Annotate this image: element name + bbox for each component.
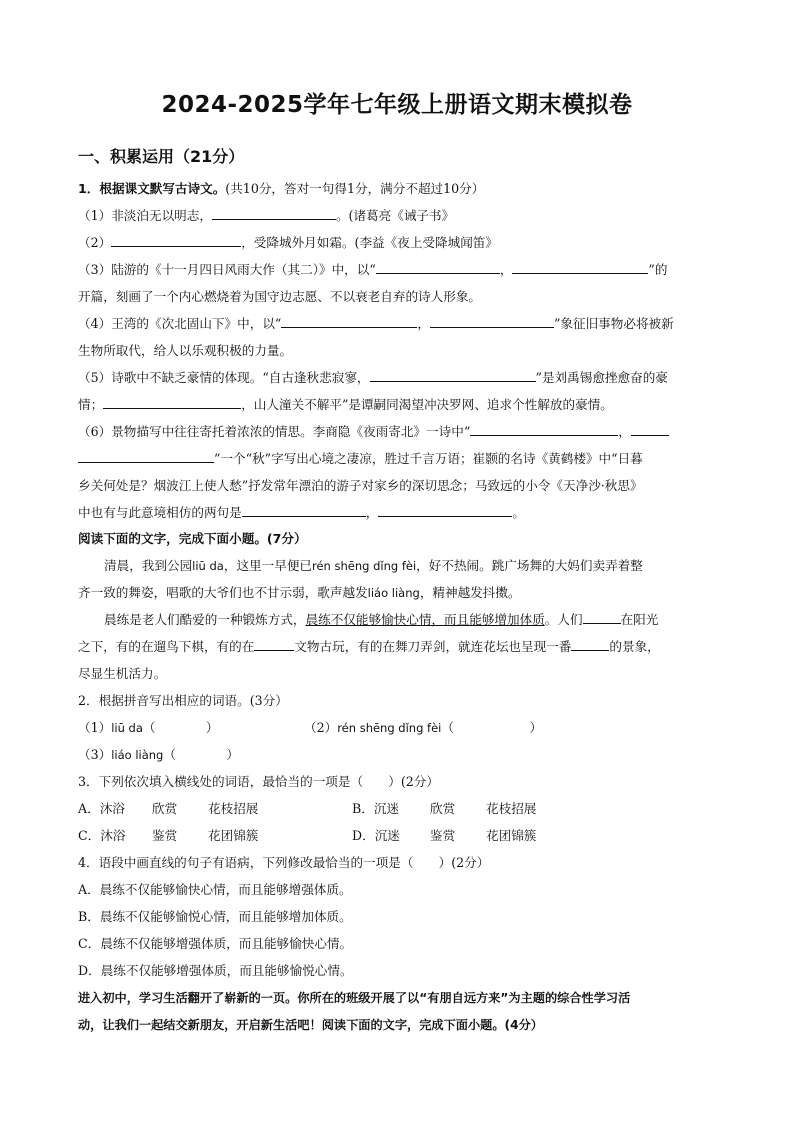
- answer-blank[interactable]: [378, 504, 512, 517]
- passage-para-2-end: 尽显生机活力。: [78, 666, 167, 681]
- answer-blank[interactable]: [571, 638, 609, 651]
- q1-heading: 1．根据课文默写古诗文。(共10分，答对一句得1分，满分不超过10分）: [78, 181, 485, 196]
- section-heading: 一、积累运用（21分）: [78, 147, 245, 166]
- reading2-intro-cont: 动，让我们一起结交新朋友，开启新生活吧！阅读下面的文字，完成下面小题。(4分）: [78, 1018, 543, 1032]
- answer-blank[interactable]: [111, 234, 241, 247]
- option-a[interactable]: A．沐浴: [78, 801, 125, 816]
- q1-item-6: （6）景物描写中往往寄托着浓浓的情思。李商隐《夜雨寄北》一诗中“ ，: [78, 423, 718, 441]
- answer-blank[interactable]: [370, 369, 536, 382]
- answer-blank[interactable]: [631, 423, 669, 436]
- answer-blank[interactable]: [470, 423, 618, 436]
- q1-item-5-cont: 情； ，山人潼关不解平”是谭嗣同渴望冲决罗网、追求个性解放的豪情。: [78, 397, 613, 412]
- option-c[interactable]: C．沐浴: [78, 828, 126, 843]
- answer-blank[interactable]: [376, 261, 500, 274]
- q1-item-4-cont: 生物所取代，给人以乐观积极的力量。: [78, 343, 293, 358]
- q1-item-6-cont1: ”一个“秋”字写出心境之凄凉，胜过千言万语；崔颢的名诗《黄鹤楼》中“日暮: [78, 450, 718, 468]
- q1-item-4: （4）王湾的《次北固山下》中，以“ ， ”象征旧事物必将被新: [78, 316, 674, 331]
- answer-blank[interactable]: [512, 261, 648, 274]
- passage-para-2: 晨练是老人们酷爱的一种锻炼方式，晨练不仅能够愉快心情，而且能够增加体质。人们 在阳光: [104, 612, 659, 627]
- exam-page: 2024-2025学年七年级上册语文期末模拟卷 一、积累运用（21分） 1．根据课文默写古诗文。(共10分，答对一句得1分，满分不超过10分） （1）非淡泊无以明志， 。(诸葛亮《诫子书》 （2） ，受降城外月如霜。(李益《夜上受降城闻笛》 （3）陆游的《十一月四日风雨大作（其二）》中，以“ ， ”的 开篇，刻画了一个内心燃烧着为国守边志愿、不以衰老自弃的诗人形象。 （4）王湾的《次北固山下》中，以“ ， ”象征旧事物必将被新 生物所取代，给人以乐观积极的力量。 （5）诗歌中不缺乏豪情的体现。“自古逢秋悲寂寥， ”是刘禹锡愈挫愈奋的豪 情； ，山人潼关不解平”是谭嗣同渴望冲决罗网、追求个性解放的豪情。 （6）景物描写中往往寄托着浓浓的情思。李商隐《夜雨寄北》一诗中“ ， ”一个“秋”字写出心境之凄凉，胜过千言万语；崔颢的名诗《黄鹤楼》中“日暮 乡关何处是？烟波江上使人愁”抒发常年漂泊的游子对家乡的深切思念；马致远的小令《天净沙·秋思》 中也有与此意境相仿的两句是 ， 。 阅读下面的文字，完成下面小题。(7分） 清晨，我到公园liū da，这里一早便已rén shēng dǐng fèi，好不热闹。跳广场舞的大妈们卖弄着整 齐一致的舞姿，唱歌的大爷们也不甘示弱，歌声越发liáo liàng，精神越发抖擞。 晨练是老人们酷爱的一种锻炼方式，晨练不仅能够愉快心情，而且能够增加体质。人们 在阳光 之下，有的在遛鸟下棋，有的在 文物古玩，有的在舞刀弄剑，就连花坛也呈现一番 的景象， 尽显生机活力。 2．根据拼音写出相应的词语。(3分） （1）liū da（ ） （2）rén shēng dǐng fèi（ ） （3）liáo liàng（ ） 3．下列依次填入横线处的词语，最恰当的一项是（ ）(2分） A．沐浴 欣赏 花枝招展 B．沉迷 欣赏 花枝招展 C．沐浴 鉴赏 花团锦簇 D．沉迷 鉴赏 花团锦簇 4．语段中画直线的句子有语病，下列修改最恰当的一项是（ ）(2分） A．晨练不仅能够愉快心情，而且能够增强体质。 B．晨练不仅能够愉悦心情，而且能够增加体质。 C．晨练不仅能够增强体质，而且能够愉快心情。 D．晨练不仅能够增强体质，而且能够愉悦心情。 进入初中，学习生活翻开了崭新的一页。你所在的班级开展了以“有朋自远方来”为主题的综合性学习活 动，让我们一起结交新朋友，开启新生活吧！阅读下面的文字，完成下面小题。(4分）: [0, 0, 794, 1123]
- q2-items-row1: （1）liū da（ ） （2）rén shēng dǐng fèi（ ）: [78, 720, 543, 735]
- answer-blank[interactable]: [430, 315, 554, 328]
- underlined-sentence: 晨练不仅能够愉快心情，而且能够增加体质: [305, 612, 545, 627]
- answer-blank[interactable]: [281, 315, 417, 328]
- q1-item-2: （2） ，受降城外月如霜。(李益《夜上受降城闻笛》: [78, 235, 498, 250]
- answer-blank[interactable]: [103, 396, 241, 409]
- answer-blank[interactable]: [583, 611, 621, 624]
- answer-blank[interactable]: [254, 638, 294, 651]
- answer-blank[interactable]: [78, 450, 214, 463]
- option-b[interactable]: B．晨练不仅能够愉悦心情，而且能够增加体质。: [78, 909, 352, 924]
- q1-item-3-cont: 开篇，刻画了一个内心燃烧着为国守边志愿、不以衰老自弃的诗人形象。: [78, 289, 481, 304]
- option-d[interactable]: D．沉迷: [352, 828, 400, 843]
- option-c[interactable]: C．晨练不仅能够增强体质，而且能够愉快心情。: [78, 936, 353, 951]
- answer-blank[interactable]: [242, 504, 366, 517]
- q3-heading: 3．下列依次填入横线处的词语，最恰当的一项是（ ）(2分）: [78, 774, 439, 789]
- passage-para-1-cont: 齐一致的舞姿，唱歌的大爷们也不甘示弱，歌声越发liáo liàng，精神越发抖擞。: [78, 585, 521, 600]
- q2-heading: 2．根据拼音写出相应的词语。(3分）: [78, 693, 288, 708]
- reading-heading: 阅读下面的文字，完成下面小题。(7分）: [78, 531, 307, 546]
- q1-item-6-cont2: 乡关何处是？烟波江上使人愁”抒发常年漂泊的游子对家乡的深切思念；马致远的小令《天净沙·秋思》: [78, 478, 643, 493]
- exam-title: 2024-2025学年七年级上册语文期末模拟卷: [161, 92, 633, 118]
- option-a[interactable]: A．晨练不仅能够愉快心情，而且能够增强体质。: [78, 882, 352, 897]
- option-d[interactable]: D．晨练不仅能够增强体质，而且能够愉悦心情。: [78, 963, 353, 978]
- q1-item-6-cont3: 中也有与此意境相仿的两句是 ， 。: [78, 505, 525, 520]
- answer-blank[interactable]: [212, 207, 336, 220]
- option-b[interactable]: B．沉迷: [352, 801, 400, 816]
- passage-para-2-cont: 之下，有的在遛鸟下棋，有的在 文物古玩，有的在舞刀弄剑，就连花坛也呈现一番 的景象，: [78, 639, 660, 654]
- q1-item-3: （3）陆游的《十一月四日风雨大作（其二）》中，以“ ， ”的: [78, 262, 668, 277]
- passage-para-1: 清晨，我到公园liū da，这里一早便已rén shēng dǐng fèi，好不热闹。跳广场舞的大妈们卖弄着整: [104, 558, 643, 573]
- q4-heading: 4．语段中画直线的句子有语病，下列修改最恰当的一项是（ ）(2分）: [78, 855, 490, 870]
- q1-item-5: （5）诗歌中不缺乏豪情的体现。“自古逢秋悲寂寥， ”是刘禹锡愈挫愈奋的豪: [78, 370, 668, 385]
- q2-item-2: （2）rén shēng dǐng fèi（ ）: [304, 720, 543, 735]
- q1-item-1: （1）非淡泊无以明志， 。(诸葛亮《诫子书》: [78, 208, 455, 223]
- reading2-intro: 进入初中，学习生活翻开了崭新的一页。你所在的班级开展了以“有朋自远方来”为主题的综合性学习活: [78, 991, 631, 1005]
- q2-items-row2: （3）liáo liàng（ ）: [78, 747, 239, 762]
